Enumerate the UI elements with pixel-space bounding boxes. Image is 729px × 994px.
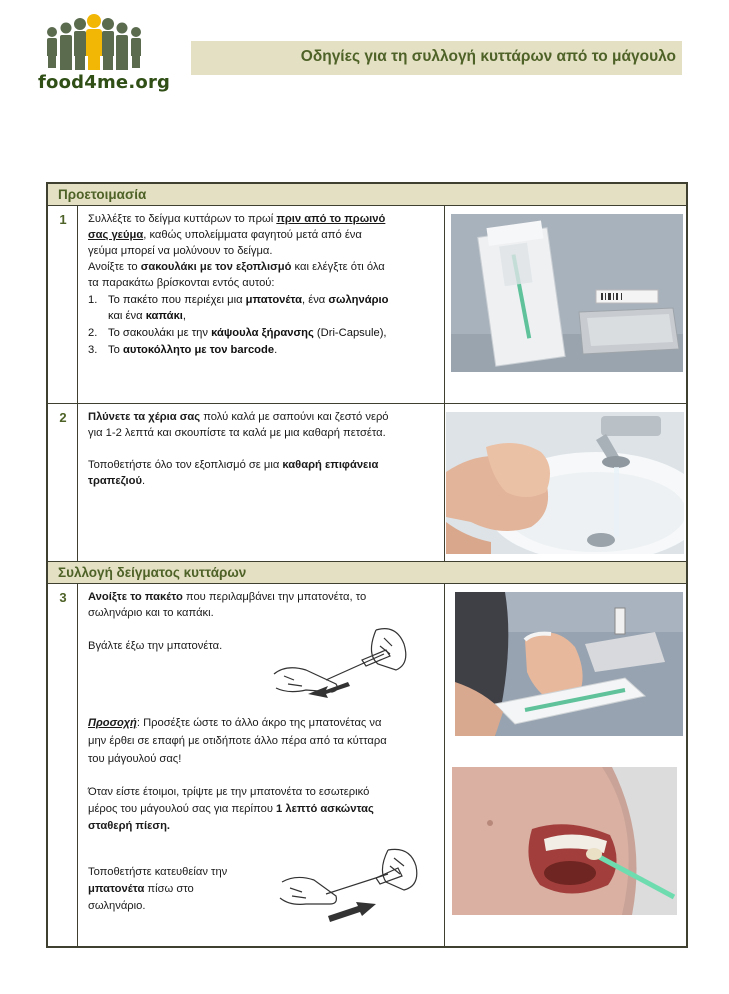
step-image-cell: [445, 404, 686, 561]
step-row-3: [48, 584, 686, 946]
text-line: μπατονέτα πίσω στο: [88, 883, 194, 895]
hand-washing-photo: [446, 412, 684, 554]
text-line: σωληνάριο.: [88, 900, 146, 912]
text-line: για 1-2 λεπτά και σκουπίστε τα καλά με μια καθαρή πετσέτα.: [88, 427, 386, 439]
text-line: Πλύνετε τα χέρια σας πολύ καλά με σαπούνι και ζεστό νερό: [88, 411, 389, 423]
text-line: Προσοχή: Προσέξτε ώστε το άλλο άκρο της μπατονέτας να: [88, 717, 382, 729]
swab-removal-illustration: [266, 624, 416, 702]
step-row-2: [48, 404, 686, 562]
swab-insert-illustration: [276, 846, 426, 926]
text-line: Τοποθετήστε κατευθείαν την: [88, 866, 228, 878]
text-line: σας γεύμα, καθώς υπολείμματα φαγητού μετά από ένα: [88, 229, 362, 241]
step-text-cell: [78, 584, 445, 946]
step-row-1: [48, 206, 686, 404]
text-line: Όταν είστε έτοιμοι, τρίψτε με την μπατονέτα το εσωτερικό: [88, 786, 370, 798]
text-line: του μάγουλού σας!: [88, 753, 182, 765]
text-line: Συλλέξτε το δείγμα κυττάρων το πρωί πριν από το πρωινό: [88, 213, 386, 225]
section-title: Συλλογή δείγματος κυττάρων: [58, 565, 247, 580]
step-image-cell: [445, 584, 686, 946]
text-line: γεύμα μπορεί να μολύνουν το δείγμα.: [88, 245, 273, 257]
step-text-cell: [78, 404, 445, 561]
text-line: Ανοίξτε το σακουλάκι με τον εξοπλισμό και ελέγξτε ότι όλα: [88, 261, 385, 273]
page-title: Οδηγίες για τη συλλογή κυττάρων από το μάγουλο: [300, 48, 676, 65]
step-number: 3: [59, 590, 67, 605]
text-line: σωληνάριο και το καπάκι.: [88, 607, 214, 619]
list-item: 1. Το πακέτο που περιέχει μια μπατονέτα, ένα σωληνάριο: [88, 294, 389, 306]
text-line: τα παρακάτω βρίσκονται εντός αυτού:: [88, 277, 275, 289]
step-number-cell: [48, 584, 78, 946]
step-number-cell: [48, 206, 78, 403]
list-item: 2. Το σακουλάκι με την κάψουλα ξήρανσης (Dri-Capsule),: [88, 327, 387, 339]
step-number: 2: [59, 410, 67, 425]
section-header-collection: [48, 562, 686, 584]
step-image-cell: [445, 206, 686, 403]
instructions-table: [46, 182, 688, 948]
section-header-preparation: [48, 184, 686, 206]
step-number-cell: [48, 404, 78, 561]
kit-contents-photo: [451, 214, 683, 372]
text-line: σταθερή πίεση.: [88, 820, 171, 832]
list-item-cont: και ένα καπάκι,: [108, 310, 187, 322]
text-line: μην έρθει σε επαφή με οτιδήποτε άλλο πέρα από τα κύτταρα: [88, 735, 387, 747]
logo-text: food4me.org: [38, 72, 171, 93]
step-number: 1: [59, 212, 67, 227]
text-line: τραπεζιού.: [88, 475, 146, 487]
title-bar: [191, 41, 682, 75]
mouth-swab-photo: [452, 767, 677, 915]
text-line: μέρος του μάγουλού σας για περίπου 1 λεπτό ασκώντας: [88, 803, 374, 815]
step-text-cell: [78, 206, 445, 403]
opening-package-photo: [455, 592, 683, 736]
text-line: Βγάλτε έξω την μπατονέτα.: [88, 640, 223, 652]
text-line: Τοποθετήστε όλο τον εξοπλισμό σε μια καθαρή επιφάνεια: [88, 459, 379, 471]
section-title: Προετοιμασία: [58, 187, 147, 202]
list-item: 3. Το αυτοκόλλητο με τον barcode.: [88, 344, 278, 356]
text-line: Ανοίξτε το πακέτο που περιλαμβάνει την μπατονέτα, το: [88, 591, 367, 603]
